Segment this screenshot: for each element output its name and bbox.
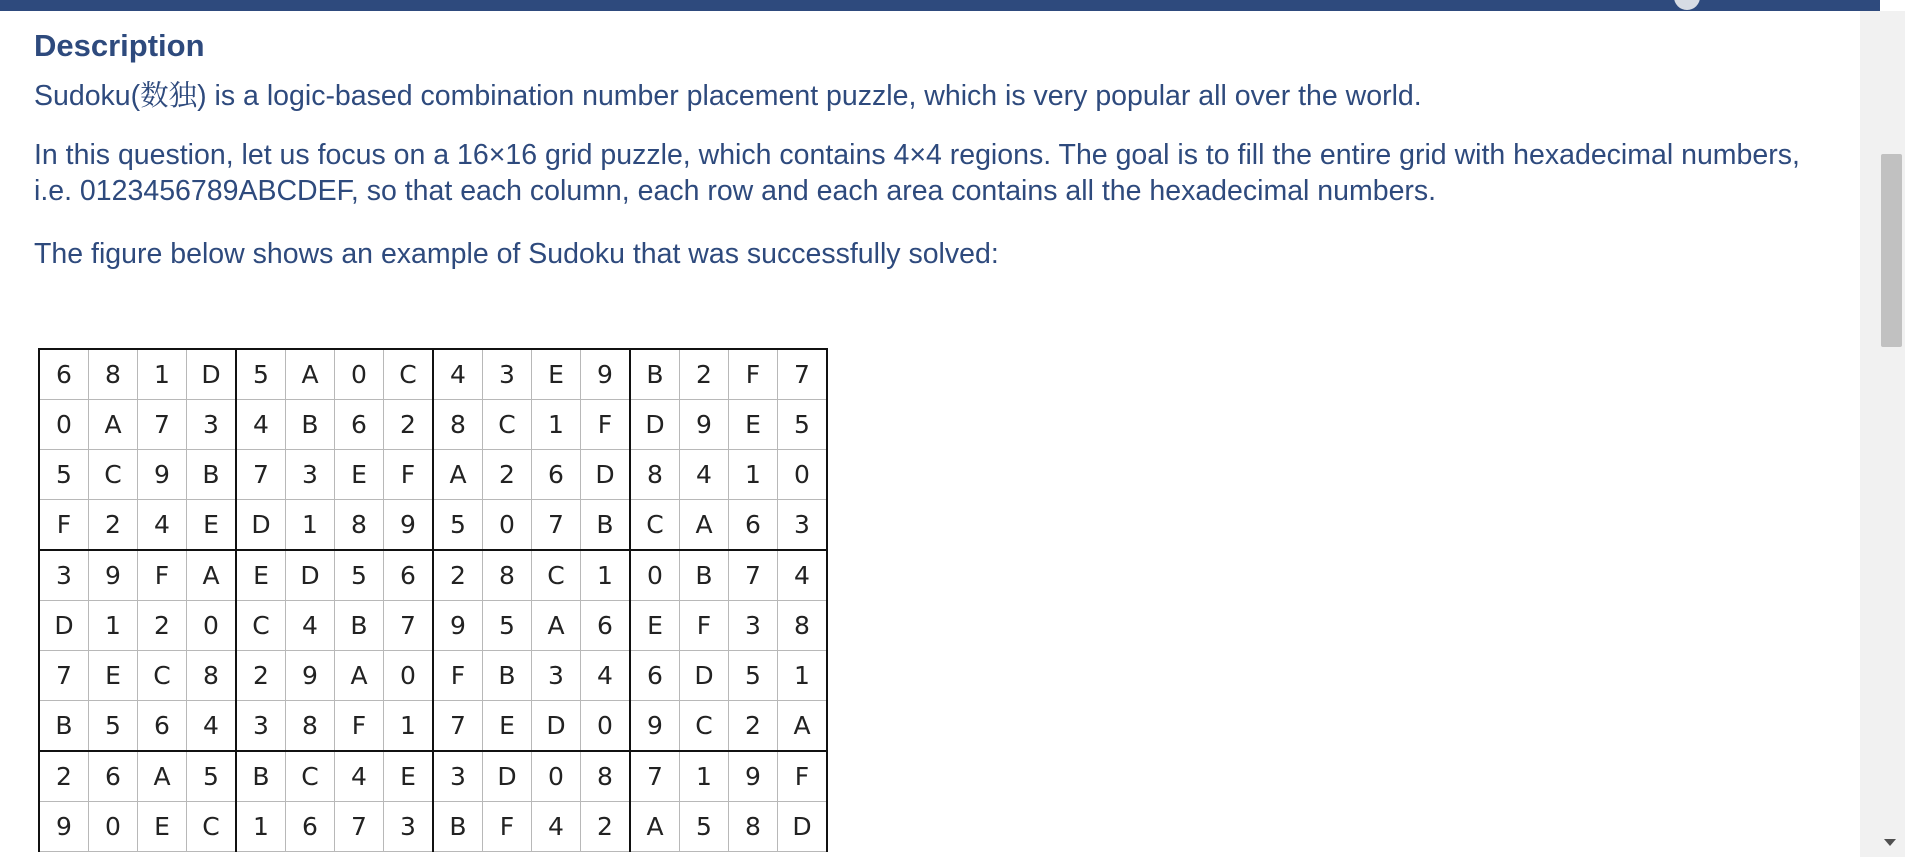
sudoku-cell: F: [335, 701, 384, 752]
sudoku-row: [39, 651, 827, 701]
sudoku-row: [39, 601, 827, 651]
sudoku-cell: F: [39, 500, 89, 551]
sudoku-cell: B: [187, 450, 237, 500]
sudoku-cell: C: [532, 550, 581, 601]
sudoku-cell: 3: [187, 400, 237, 450]
sudoku-cell: E: [335, 450, 384, 500]
sudoku-cell: A: [532, 601, 581, 651]
sudoku-cell: 6: [89, 751, 138, 802]
sudoku-row: [39, 349, 827, 400]
sudoku-cell: A: [335, 651, 384, 701]
scrollbar-thumb[interactable]: [1881, 154, 1902, 347]
sudoku-cell: 6: [532, 450, 581, 500]
sudoku-cell: D: [39, 601, 89, 651]
sudoku-cell: 6: [335, 400, 384, 450]
sudoku-cell: 0: [532, 751, 581, 802]
sudoku-cell: 4: [138, 500, 187, 551]
sudoku-cell: 9: [680, 400, 729, 450]
sudoku-cell: 7: [778, 349, 828, 400]
sudoku-cell: E: [138, 802, 187, 852]
sudoku-cell: 2: [433, 550, 483, 601]
sudoku-cell: 7: [236, 450, 286, 500]
sudoku-cell: B: [433, 802, 483, 852]
sudoku-cell: 0: [581, 701, 631, 752]
sudoku-cell: 7: [384, 601, 434, 651]
sudoku-row: [39, 751, 827, 802]
sudoku-cell: 2: [39, 751, 89, 802]
sudoku-cell: 8: [630, 450, 680, 500]
sudoku-cell: 4: [433, 349, 483, 400]
sudoku-cell: C: [286, 751, 335, 802]
sudoku-cell: C: [89, 450, 138, 500]
sudoku-cell: 1: [236, 802, 286, 852]
sudoku-cell: B: [286, 400, 335, 450]
sudoku-cell: 7: [729, 550, 778, 601]
sudoku-cell: D: [680, 651, 729, 701]
sudoku-cell: A: [286, 349, 335, 400]
sudoku-cell: D: [286, 550, 335, 601]
sudoku-cell: 1: [680, 751, 729, 802]
sudoku-cell: 4: [286, 601, 335, 651]
sudoku-cell: D: [581, 450, 631, 500]
sudoku-cell: E: [532, 349, 581, 400]
sudoku-cell: 5: [236, 349, 286, 400]
sudoku-cell: 3: [236, 701, 286, 752]
sudoku-row: [39, 701, 827, 752]
sudoku-cell: A: [433, 450, 483, 500]
sudoku-cell: C: [236, 601, 286, 651]
sudoku-cell: 1: [138, 349, 187, 400]
sudoku-cell: B: [680, 550, 729, 601]
sudoku-cell: D: [236, 500, 286, 551]
example-caption: The figure below shows an example of Sudoku that was successfully solved:: [34, 238, 999, 270]
sudoku-cell: 9: [384, 500, 434, 551]
sudoku-cell: 4: [778, 550, 828, 601]
sudoku-cell: F: [729, 349, 778, 400]
sudoku-cell: 2: [729, 701, 778, 752]
sudoku-cell: D: [187, 349, 237, 400]
sudoku-cell: 8: [729, 802, 778, 852]
sudoku-cell: C: [187, 802, 237, 852]
sudoku-cell: C: [138, 651, 187, 701]
sudoku-cell: D: [630, 400, 680, 450]
sudoku-cell: E: [236, 550, 286, 601]
sudoku-cell: 7: [39, 651, 89, 701]
sudoku-cell: 8: [335, 500, 384, 551]
scroll-down-arrow-icon[interactable]: [1884, 839, 1896, 846]
sudoku-row: [39, 550, 827, 601]
sudoku-row: [39, 500, 827, 551]
sudoku-cell: 7: [335, 802, 384, 852]
sudoku-cell: A: [778, 701, 828, 752]
sudoku-cell: 1: [729, 450, 778, 500]
sudoku-cell: 2: [581, 802, 631, 852]
sudoku-cell: 2: [680, 349, 729, 400]
sudoku-cell: F: [433, 651, 483, 701]
sudoku-cell: A: [187, 550, 237, 601]
sudoku-cell: 1: [89, 601, 138, 651]
sudoku-cell: 3: [433, 751, 483, 802]
sudoku-cell: 6: [630, 651, 680, 701]
sudoku-cell: F: [138, 550, 187, 601]
sudoku-cell: F: [680, 601, 729, 651]
sudoku-cell: 0: [39, 400, 89, 450]
sudoku-cell: C: [483, 400, 532, 450]
sudoku-cell: 3: [286, 450, 335, 500]
sudoku-cell: 5: [335, 550, 384, 601]
header-circle-icon[interactable]: [1674, 0, 1700, 10]
top-header-bar: [0, 0, 1880, 11]
sudoku-cell: 1: [384, 701, 434, 752]
sudoku-cell: 7: [532, 500, 581, 551]
sudoku-cell: 6: [581, 601, 631, 651]
sudoku-cell: 7: [630, 751, 680, 802]
description-panel: [0, 11, 1860, 857]
sudoku-cell: 4: [532, 802, 581, 852]
sudoku-cell: 4: [680, 450, 729, 500]
sudoku-cell: 0: [187, 601, 237, 651]
sudoku-cell: 4: [187, 701, 237, 752]
sudoku-row: [39, 450, 827, 500]
sudoku-cell: 9: [581, 349, 631, 400]
sudoku-cell: F: [778, 751, 828, 802]
sudoku-row: [39, 400, 827, 450]
sudoku-cell: 1: [286, 500, 335, 551]
sudoku-cell: 8: [581, 751, 631, 802]
sudoku-cell: E: [384, 751, 434, 802]
sudoku-cell: 7: [433, 701, 483, 752]
sudoku-cell: 5: [187, 751, 237, 802]
sudoku-cell: 4: [581, 651, 631, 701]
sudoku-cell: B: [39, 701, 89, 752]
sudoku-cell: C: [630, 500, 680, 551]
sudoku-cell: 1: [778, 651, 828, 701]
sudoku-cell: 8: [778, 601, 828, 651]
sudoku-cell: A: [680, 500, 729, 551]
intro-paragraph: Sudoku(数独) is a logic-based combination number placement puzzle, which is very popular all over the world.: [34, 80, 1422, 112]
sudoku-cell: 2: [483, 450, 532, 500]
sudoku-cell: 6: [384, 550, 434, 601]
sudoku-cell: 9: [39, 802, 89, 852]
sudoku-example-grid: [38, 348, 828, 852]
sudoku-cell: A: [138, 751, 187, 802]
sudoku-cell: D: [532, 701, 581, 752]
sudoku-cell: F: [384, 450, 434, 500]
sudoku-cell: E: [729, 400, 778, 450]
description-heading: Description: [34, 28, 205, 63]
sudoku-cell: 2: [89, 500, 138, 551]
sudoku-cell: 9: [89, 550, 138, 601]
sudoku-cell: 5: [778, 400, 828, 450]
sudoku-cell: 0: [335, 349, 384, 400]
sudoku-cell: B: [236, 751, 286, 802]
sudoku-cell: A: [630, 802, 680, 852]
sudoku-cell: D: [778, 802, 828, 852]
sudoku-cell: A: [89, 400, 138, 450]
sudoku-cell: 9: [138, 450, 187, 500]
sudoku-cell: 0: [483, 500, 532, 551]
sudoku-cell: 5: [433, 500, 483, 551]
sudoku-cell: E: [89, 651, 138, 701]
sudoku-cell: 8: [433, 400, 483, 450]
sudoku-cell: 6: [729, 500, 778, 551]
sudoku-cell: B: [630, 349, 680, 400]
sudoku-cell: B: [581, 500, 631, 551]
sudoku-cell: 9: [433, 601, 483, 651]
sudoku-cell: F: [483, 802, 532, 852]
sudoku-cell: 3: [729, 601, 778, 651]
sudoku-cell: 7: [138, 400, 187, 450]
sudoku-cell: 9: [286, 651, 335, 701]
sudoku-cell: 5: [89, 701, 138, 752]
sudoku-cell: 5: [39, 450, 89, 500]
sudoku-cell: 8: [483, 550, 532, 601]
sudoku-cell: C: [680, 701, 729, 752]
sudoku-cell: B: [483, 651, 532, 701]
sudoku-cell: 3: [483, 349, 532, 400]
sudoku-cell: 1: [581, 550, 631, 601]
sudoku-cell: 6: [39, 349, 89, 400]
sudoku-cell: 5: [483, 601, 532, 651]
sudoku-cell: F: [581, 400, 631, 450]
sudoku-cell: 6: [138, 701, 187, 752]
sudoku-cell: 3: [778, 500, 828, 551]
sudoku-cell: 4: [236, 400, 286, 450]
sudoku-cell: 2: [384, 400, 434, 450]
rules-paragraph: In this question, let us focus on a 16×16 grid puzzle, which contains 4×4 regions. The goal is to fill the entire grid with hexadecimal numbers, i.e. 0123456789ABCDEF, so that each column, each row and each area contains all the hexadecimal numbers.: [34, 139, 1800, 207]
sudoku-cell: 1: [532, 400, 581, 450]
sudoku-cell: 3: [532, 651, 581, 701]
sudoku-cell: E: [187, 500, 237, 551]
sudoku-cell: 5: [729, 651, 778, 701]
sudoku-row: [39, 802, 827, 852]
sudoku-cell: 0: [89, 802, 138, 852]
sudoku-cell: 9: [729, 751, 778, 802]
sudoku-cell: C: [384, 349, 434, 400]
sudoku-cell: 0: [630, 550, 680, 601]
sudoku-cell: 4: [335, 751, 384, 802]
sudoku-cell: 8: [89, 349, 138, 400]
sudoku-cell: 0: [778, 450, 828, 500]
vertical-scrollbar[interactable]: [1860, 11, 1905, 857]
sudoku-cell: 0: [384, 651, 434, 701]
sudoku-cell: 2: [138, 601, 187, 651]
sudoku-cell: 6: [286, 802, 335, 852]
sudoku-cell: E: [630, 601, 680, 651]
sudoku-cell: 3: [384, 802, 434, 852]
sudoku-cell: 8: [286, 701, 335, 752]
sudoku-cell: 8: [187, 651, 237, 701]
sudoku-cell: B: [335, 601, 384, 651]
sudoku-cell: 9: [630, 701, 680, 752]
sudoku-cell: D: [483, 751, 532, 802]
sudoku-cell: 5: [680, 802, 729, 852]
sudoku-cell: E: [483, 701, 532, 752]
sudoku-cell: 3: [39, 550, 89, 601]
sudoku-cell: 2: [236, 651, 286, 701]
